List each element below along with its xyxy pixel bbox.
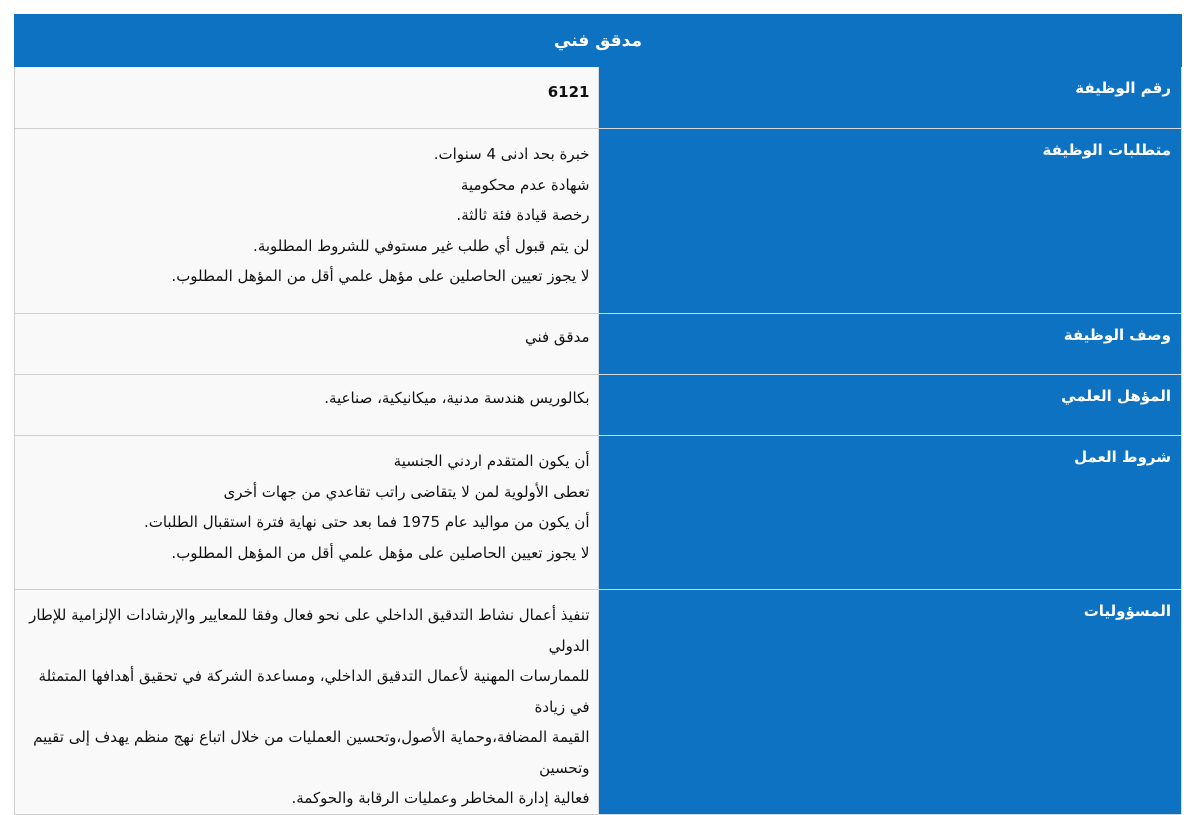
job-details-table — [14, 14, 1182, 815]
job-number-text: 6121 — [547, 83, 590, 101]
description-value: مدقق فني — [15, 314, 599, 375]
responsibility-line: القيمة المضافة،وحماية الأصول،وتحسين العمليات من خلال اتباع نهج منظم يهدف إلى تقييم وتحسين — [33, 728, 590, 777]
requirement-line: لن يتم قبول أي طلب غير مستوفي للشروط المطلوبة. — [253, 236, 590, 255]
requirements-label: متطلبات الوظيفة — [598, 129, 1182, 314]
requirements-value — [15, 129, 599, 314]
conditions-value — [15, 436, 599, 590]
job-number-row — [15, 67, 1182, 129]
responsibility-line: للممارسات المهنية لأعمال التدقيق الداخلي، ومساعدة الشركة في تحقيق أهدافها المتمثلة في زيادة — [38, 667, 590, 716]
description-label: وصف الوظيفة — [598, 314, 1182, 375]
qualification-row — [15, 375, 1182, 436]
qualification-value: بكالوريس هندسة مدنية، ميكانيكية، صناعية. — [15, 375, 599, 436]
responsibilities-value — [15, 590, 599, 815]
description-row — [15, 314, 1182, 375]
responsibility-line: تنفيذ أعمال نشاط التدقيق الداخلي على نحو فعال وفقا للمعايير والإرشادات الإلزامية للإطار الدولي — [29, 606, 590, 655]
condition-line: لا يجوز تعيين الحاصلين على مؤهل علمي أقل من المؤهل المطلوب. — [171, 543, 590, 562]
requirement-line: خبرة بحد ادنى 4 سنوات. — [433, 145, 590, 163]
condition-line: تعطى الأولوية لمن لا يتقاضى راتب تقاعدي من جهات أخرى — [223, 482, 590, 501]
conditions-row — [15, 436, 1182, 590]
condition-line: أن يكون من مواليد عام 1975 فما بعد حتى نهاية فترة استقبال الطلبات. — [143, 513, 590, 531]
responsibility-line: فعالية إدارة المخاطر وعمليات الرقابة والحوكمة. — [291, 789, 590, 807]
requirement-line: رخصة قيادة فئة ثالثة. — [456, 206, 590, 224]
job-title: مدقق فني — [15, 15, 1182, 67]
requirement-line: شهادة عدم محكومية — [460, 175, 590, 194]
requirements-row — [15, 129, 1182, 314]
qualification-label: المؤهل العلمي — [598, 375, 1182, 436]
requirement-line: لا يجوز تعيين الحاصلين على مؤهل علمي أقل من المؤهل المطلوب. — [171, 267, 590, 285]
conditions-label: شروط العمل — [598, 436, 1182, 590]
responsibilities-label: المسؤوليات — [598, 590, 1182, 815]
job-number-label: رقم الوظيفة — [598, 67, 1182, 129]
condition-line: أن يكون المتقدم اردني الجنسية — [393, 452, 590, 470]
job-number-value — [15, 67, 599, 129]
responsibilities-row — [15, 590, 1182, 815]
